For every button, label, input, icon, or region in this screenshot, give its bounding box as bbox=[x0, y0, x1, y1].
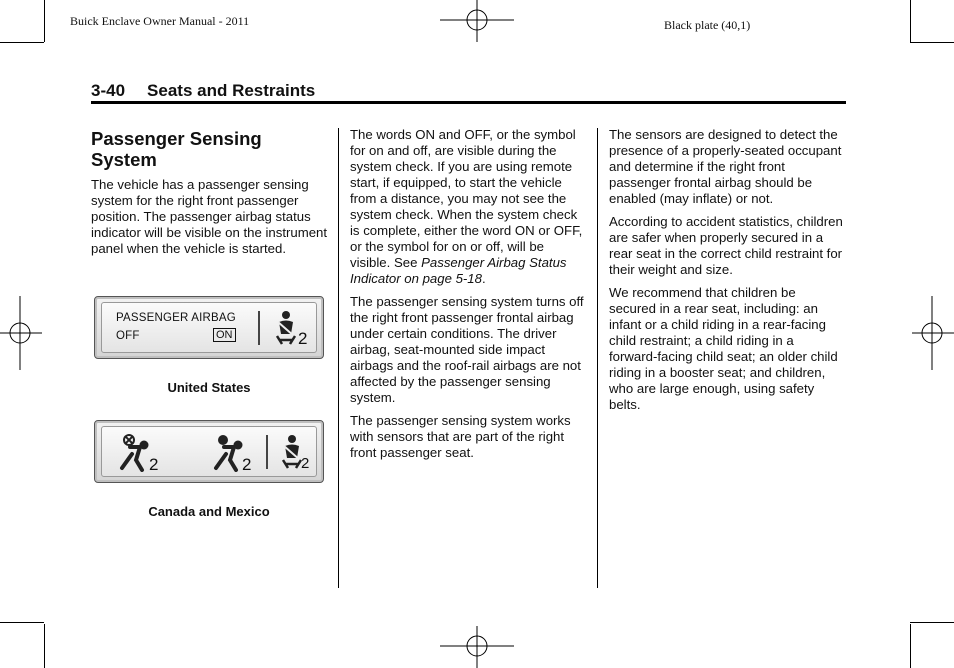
plate-label: Black plate (40,1) bbox=[664, 18, 751, 32]
registration-mark-right bbox=[912, 296, 954, 370]
sensor-design-paragraph: The sensors are designed to detect the presence of a properly-seated occupant and determine if the right front passenger frontal airbag should be enabled (may inflate) or not. bbox=[609, 127, 842, 206]
recommendation-paragraph: We recommend that children be secured in a rear seat, including: an infant or a child riding in a rear-facing child restraint; a child riding in a forward-facing child seat; an older child riding in a booster seat; and children, who are large enough, using safety belts. bbox=[609, 285, 838, 412]
airbag-off-paragraph: The passenger sensing system turns off the right front passenger frontal airbag under certain conditions. The driver airbag, seat-mounted side impact airbags and the roof-rail airbags are not affected by the passenger sensing system. bbox=[350, 294, 584, 405]
canada-caption: Canada and Mexico bbox=[148, 504, 270, 519]
registration-mark-top bbox=[440, 0, 514, 42]
sensors-paragraph: The passenger sensing system works with sensors that are part of the right front passenger seat. bbox=[350, 413, 571, 460]
airbag-off-icon bbox=[118, 434, 150, 472]
seat-number-a: 2 bbox=[149, 455, 159, 474]
system-check-paragraph bbox=[350, 127, 585, 287]
passenger-seatbelt-icon bbox=[272, 310, 300, 346]
seat-number-c: 2 bbox=[301, 455, 310, 472]
seat-number: 2 bbox=[298, 329, 308, 348]
us-caption: United States bbox=[167, 380, 251, 395]
statistics-paragraph: According to accident statistics, children are safer when properly secured in a rear seat in the correct child restraint for their weight and size. bbox=[609, 214, 843, 277]
off-label: OFF bbox=[116, 330, 140, 342]
heading-line-1: Passenger Sensing bbox=[91, 128, 262, 149]
system-check-text: The words ON and OFF, or the symbol for on and off, are visible during the system check. If you are using remote start, if equipped, to start the vehicle from a distance, you may not see the system check. When the system check is complete, either the word ON or OFF, or the symbol for on or off, will be visible. See bbox=[350, 127, 583, 270]
us-panel-face bbox=[101, 302, 317, 353]
column-3 bbox=[609, 127, 845, 420]
passenger-airbag-label: PASSENGER AIRBAG bbox=[116, 312, 236, 324]
panel-separator-2 bbox=[266, 435, 268, 469]
column-1 bbox=[91, 128, 329, 264]
section-title: Seats and Restraints bbox=[147, 81, 316, 100]
system-check-end: . bbox=[481, 271, 486, 286]
column-2 bbox=[350, 127, 585, 468]
panel-separator bbox=[258, 311, 260, 345]
intro-paragraph: The vehicle has a passenger sensing system for the right front passenger position. The passenger airbag status indicator will be visible on the instrument panel when the vehicle is started. bbox=[91, 177, 328, 256]
us-indicator-panel bbox=[94, 296, 324, 359]
airbag-on-icon bbox=[212, 434, 244, 472]
registration-mark-bottom bbox=[440, 626, 514, 668]
seat-number-b: 2 bbox=[242, 455, 252, 474]
on-label: ON bbox=[213, 328, 236, 342]
column-divider-2 bbox=[597, 128, 598, 588]
page-heading bbox=[91, 128, 329, 170]
cross-reference-link[interactable]: Passenger Airbag Status Indicator on page 5-18 bbox=[350, 255, 567, 286]
canada-panel-face bbox=[101, 426, 317, 477]
section-rule bbox=[91, 101, 846, 104]
canada-indicator-panel bbox=[94, 420, 324, 483]
heading-line-2: System bbox=[91, 149, 157, 170]
manual-title: Buick Enclave Owner Manual - 2011 bbox=[70, 14, 250, 28]
page-number: 3-40 bbox=[91, 81, 126, 100]
registration-mark-left bbox=[0, 296, 42, 370]
section-header bbox=[91, 81, 315, 101]
column-divider-1 bbox=[338, 128, 339, 588]
